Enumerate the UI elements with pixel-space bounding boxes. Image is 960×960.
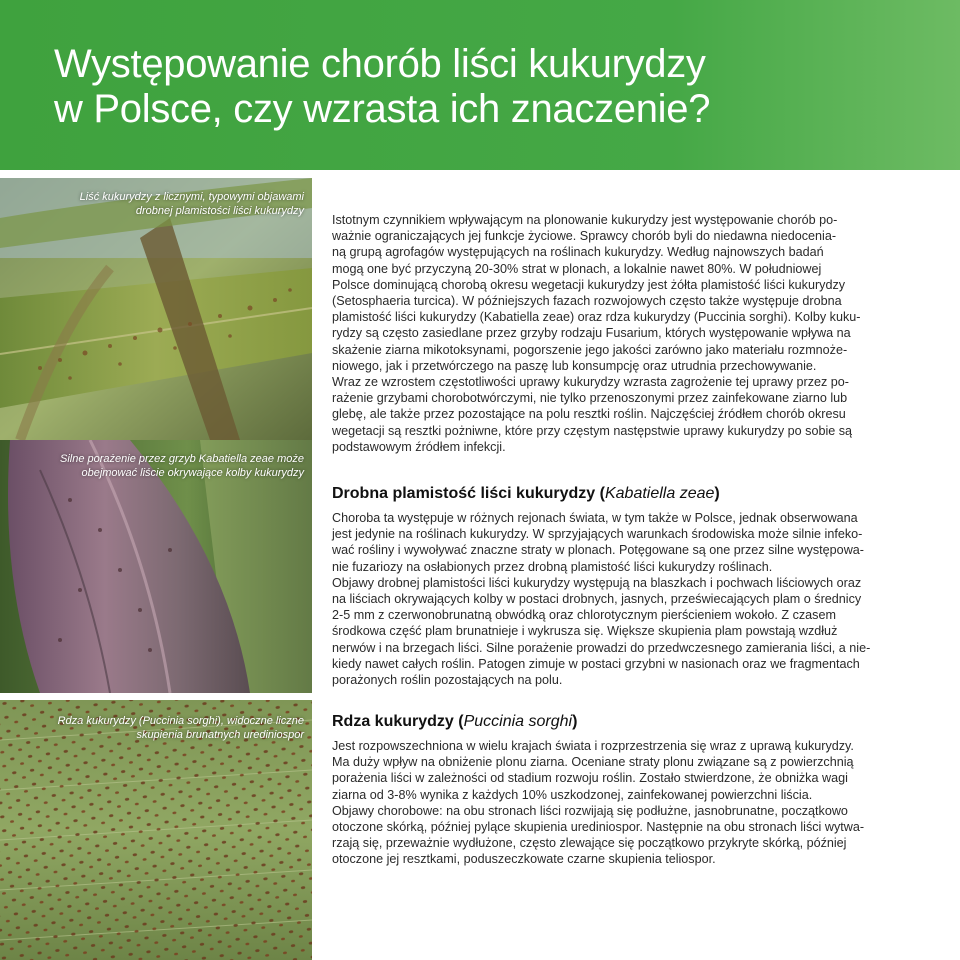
- heading-latin-name: Kabatiella zeae: [604, 485, 715, 502]
- heading-bold: Rdza kukurydzy: [332, 713, 454, 730]
- text-line: Choroba ta występuje w różnych rejonach świata, w tym także w Polsce, jednak obserwowana: [332, 511, 858, 525]
- text-line: jest jedynie na roślinach kukurydzy. W sprzyjających warunkach środowiska może silnie infeko-: [332, 527, 863, 542]
- photo-caption: [54, 190, 304, 218]
- text-line: Objawy drobnej plamistości liści kukurydzy występują na blaszkach i pochwach liściowych oraz: [332, 575, 862, 590]
- text-line: nie fuzariozy na osłabionych przez drobną plamistość liści kukurydzy roślinach.: [332, 559, 773, 574]
- heading-paren: ): [572, 713, 578, 730]
- page-title: [54, 42, 934, 132]
- text-line: Istotnym czynnikiem wpływającym na plonowanie kukurydzy jest występowanie chorób po-: [332, 213, 838, 227]
- text-line: środkowa część plam brunatnieje i wykrusza się. Większe skupienia plam powstają wzdłuż: [332, 624, 838, 639]
- text-line: wegetacji są resztki pożniwne, które przy częstym następstwie uprawy kukurydzy po sobie są: [332, 423, 853, 438]
- text-line: ważnie ograniczających jej funkcje życiowe. Sprawcy chorób byli do niedawna niedocenia-: [332, 229, 837, 244]
- text-line: Ma duży wpływ na obniżenie plonu ziarna. Oceniane straty plonu związane są z powierzchnią: [332, 755, 854, 770]
- text-line: porażenia liści w zależności od stadium rozwoju roślin. Zostało stwierdzone, że obniżka wagi: [332, 771, 848, 786]
- text-line: ną grupą agrofagów występujących na roślinach kukurydzy. Według najnowszych badań: [332, 245, 824, 260]
- text-line: otoczone jej resztkami, poduszeczkowate czarne skupienia teliospor.: [332, 852, 716, 867]
- section-heading: [332, 712, 892, 732]
- section-puccinia: [332, 712, 892, 868]
- text-line: na liściach okrywających kolby w postaci drobnych, jasnych, przeświecających plam o średnicy: [332, 592, 862, 607]
- caption-line: Rdza kukurydzy (Puccinia sorghi), widoczne liczne: [57, 715, 304, 727]
- photo-rust-pustules: [0, 700, 312, 960]
- section-paragraph: [332, 510, 892, 688]
- text-line: Jest rozpowszechniona w wielu krajach świata i rozprzestrzenia się wraz z uprawą kukurydzy.: [332, 739, 854, 753]
- text-line: rażenie grzybami chorobotwórczymi, nie tylko przenoszonymi przez zainfekowane ziarno lub: [332, 391, 848, 406]
- heading-latin-name: Puccinia sorghi: [463, 713, 573, 730]
- caption-line: skupienia brunatnych urediniospor: [136, 729, 304, 741]
- text-line: otoczone skórką, później pylące skupienia urediniospor. Następnie na obu stronach liści wytwa-: [332, 820, 865, 835]
- heading-bold: Drobna plamistość liści kukurydzy: [332, 485, 596, 502]
- caption-line: drobnej plamistości liści kukurydzy: [135, 205, 304, 217]
- section-heading: [332, 484, 892, 504]
- text-line: mogą one być przyczyną 20-30% strat w plonach, a lokalnie nawet 80%. W południowej: [332, 261, 822, 276]
- page-title-line1: Występowanie chorób liści kukurydzy: [54, 42, 706, 86]
- text-line: porażonych roślin pozostających na polu.: [332, 673, 563, 688]
- photo-caption: [24, 714, 304, 742]
- heading-paren: (: [453, 713, 464, 730]
- caption-line: Liść kukurydzy z licznymi, typowymi objawami: [79, 191, 304, 203]
- page-title-line2: w Polsce, czy wzrasta ich znaczenie?: [54, 87, 711, 131]
- photo-husk-infection: [0, 440, 312, 693]
- text-line: plamistość liści kukurydzy (Kabatiella zeae) oraz rdza kukurydzy (Puccinia sorghi). Kolby kuku-: [332, 310, 861, 325]
- caption-line: Silne porażenie przez grzyb Kabatiella zeae może: [60, 453, 304, 465]
- caption-line: obejmować liście okrywające kolby kukurydzy: [81, 467, 304, 479]
- text-line: rydzy są często zasiedlane przez grzyby rodzaju Fusarium, których występowanie wpływa na: [332, 326, 851, 341]
- text-line: nerwów i na brzegach liści. Silne porażenie prowadzi do przedwczesnego zamierania liści, a nie-: [332, 640, 871, 655]
- text-line: kiedy nawet całych roślin. Patogen zimuje w postaci grzybni w nasionach oraz we fragmentach: [332, 656, 860, 671]
- text-line: rzają się, przeważnie wydłużone, często zlewające się początkowo przykryte skórką, później: [332, 836, 847, 851]
- section-kabatiella: [332, 484, 892, 688]
- section-paragraph: [332, 738, 892, 868]
- photo-caption: [54, 452, 304, 480]
- text-line: Polsce dominującą chorobą okresu wegetacji kukurydzy jest żółta plamistość liści kukurydzy: [332, 277, 846, 292]
- photo-leaf-lesions: [0, 178, 312, 440]
- text-line: niowego, jak i przetwórczego na paszę lub konsumpcję oraz utrudnia przechowywanie.: [332, 358, 817, 373]
- text-line: (Setosphaeria turcica). W późniejszych fazach rozwojowych często także występuje drobna: [332, 294, 842, 309]
- text-line: Wraz ze wzrostem częstotliwości uprawy kukurydzy wzrasta zagrożenie tej uprawy przez po-: [332, 375, 849, 390]
- header-banner: [0, 0, 960, 170]
- text-line: glebę, ale także przez pozostające na polu resztki roślin. Najczęściej źródłem chorób okresu: [332, 407, 846, 422]
- heading-paren: ): [714, 485, 720, 502]
- text-line: ziarna od 3-8% wynika z każdych 10% uszkodzonej, zainfekowanej powierzchni liścia.: [332, 787, 813, 802]
- intro-paragraph: [332, 212, 892, 455]
- text-line: Objawy chorobowe: na obu stronach liści rozwijają się podłużne, jasnobrunatne, początkowo: [332, 803, 848, 818]
- heading-paren: (: [595, 485, 605, 502]
- intro-text: [332, 212, 892, 455]
- text-line: skażenie ziarna mikotoksynami, pogorszenie jego jakości zarówno jako materiału rozmnoże-: [332, 342, 848, 357]
- text-line: podstawowym źródłem infekcji.: [332, 439, 506, 454]
- text-line: wać rośliny i wywoływać znaczne straty w plonach. Potęgowane są one przez silne występowa-: [332, 543, 864, 558]
- text-line: 2-5 mm z czerwonobrunatną obwódką oraz chlorotycznym pierścieniem wokoło. Z czasem: [332, 608, 836, 623]
